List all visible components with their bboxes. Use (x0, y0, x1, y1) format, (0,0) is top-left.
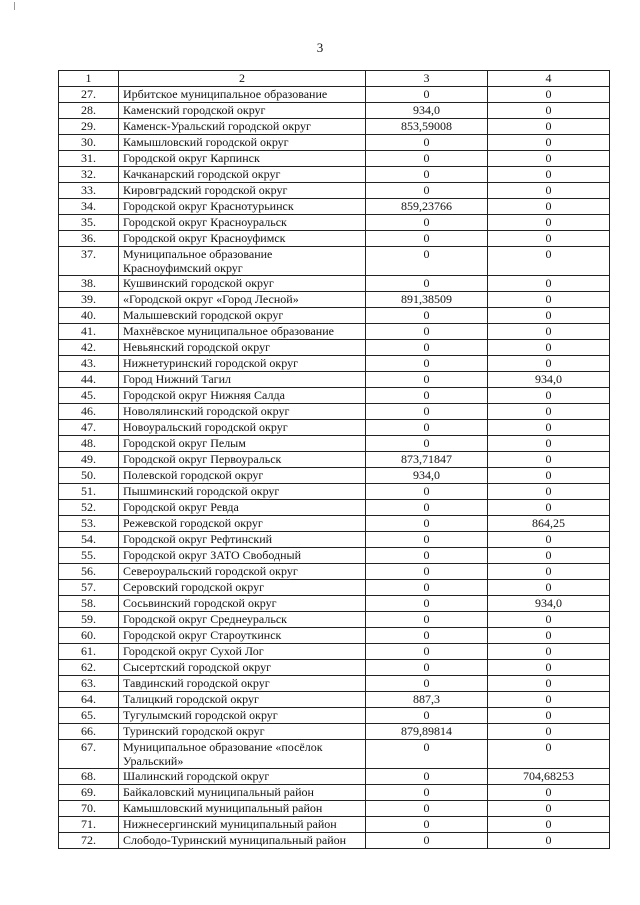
value-col-4: 0 (488, 660, 610, 676)
value-col-3: 0 (366, 372, 488, 388)
value-col-4: 0 (488, 436, 610, 452)
row-number: 37. (59, 247, 119, 276)
value-col-3: 0 (366, 215, 488, 231)
value-col-3: 0 (366, 708, 488, 724)
municipality-name: Городской округ Карпинск (119, 151, 366, 167)
page-number: 3 (316, 40, 324, 55)
municipality-name: Городской округ Среднеуральск (119, 612, 366, 628)
table-row (59, 308, 610, 324)
row-number: 46. (59, 404, 119, 420)
table-row (59, 324, 610, 340)
municipality-name: Городской округ Ревда (119, 500, 366, 516)
row-number: 52. (59, 500, 119, 516)
row-number: 62. (59, 660, 119, 676)
row-number: 44. (59, 372, 119, 388)
value-col-3: 0 (366, 388, 488, 404)
row-number: 31. (59, 151, 119, 167)
value-col-4: 0 (488, 708, 610, 724)
row-number: 67. (59, 740, 119, 769)
table-row (59, 564, 610, 580)
table-row (59, 183, 610, 199)
municipality-name: Кушвинский городской округ (119, 276, 366, 292)
value-col-3: 891,38509 (366, 292, 488, 308)
municipality-name: Туринский городской округ (119, 724, 366, 740)
row-number: 60. (59, 628, 119, 644)
table-row (59, 404, 610, 420)
value-col-3: 934,0 (366, 103, 488, 119)
table-row (59, 817, 610, 833)
row-number: 57. (59, 580, 119, 596)
value-col-3: 859,23766 (366, 199, 488, 215)
row-number: 30. (59, 135, 119, 151)
value-col-4: 0 (488, 676, 610, 692)
municipality-name: Новоуральский городской округ (119, 420, 366, 436)
value-col-3: 0 (366, 596, 488, 612)
municipality-name: Городской округ Староуткинск (119, 628, 366, 644)
table-row (59, 167, 610, 183)
municipality-name: Сысертский городской округ (119, 660, 366, 676)
table-row (59, 215, 610, 231)
value-col-4: 0 (488, 548, 610, 564)
municipality-name: Городской округ Красноуфимск (119, 231, 366, 247)
scan-mark (14, 2, 15, 10)
municipality-name: Североуральский городской округ (119, 564, 366, 580)
row-number: 59. (59, 612, 119, 628)
municipality-name: Малышевский городской округ (119, 308, 366, 324)
value-col-4: 0 (488, 532, 610, 548)
value-col-4: 0 (488, 340, 610, 356)
value-col-4: 0 (488, 119, 610, 135)
table-row (59, 548, 610, 564)
municipality-name: Городской округ Сухой Лог (119, 644, 366, 660)
row-number: 35. (59, 215, 119, 231)
municipality-name: Городской округ Первоуральск (119, 452, 366, 468)
table-row (59, 769, 610, 785)
allocation-table (58, 70, 610, 849)
municipality-name: Байкаловский муниципальный район (119, 785, 366, 801)
value-col-3: 0 (366, 484, 488, 500)
value-col-3: 0 (366, 564, 488, 580)
table-row (59, 420, 610, 436)
table-row (59, 87, 610, 103)
value-col-4: 0 (488, 833, 610, 849)
municipality-name: Полевской городской округ (119, 468, 366, 484)
table-row (59, 785, 610, 801)
header-col-2: 2 (119, 71, 366, 87)
value-col-4: 0 (488, 564, 610, 580)
municipality-name: Городской округ Рефтинский (119, 532, 366, 548)
row-number: 54. (59, 532, 119, 548)
row-number: 64. (59, 692, 119, 708)
row-number: 50. (59, 468, 119, 484)
table-row (59, 292, 610, 308)
value-col-3: 887,3 (366, 692, 488, 708)
value-col-4: 0 (488, 151, 610, 167)
value-col-3: 0 (366, 340, 488, 356)
row-number: 65. (59, 708, 119, 724)
value-col-4: 0 (488, 612, 610, 628)
row-number: 71. (59, 817, 119, 833)
municipality-name: Муниципальное образование Красноуфимский округ (119, 247, 366, 276)
value-col-4: 0 (488, 308, 610, 324)
municipality-name: Каменский городской округ (119, 103, 366, 119)
row-number: 63. (59, 676, 119, 692)
municipality-name: Качканарский городской округ (119, 167, 366, 183)
row-number: 42. (59, 340, 119, 356)
value-col-3: 0 (366, 276, 488, 292)
value-col-4: 0 (488, 388, 610, 404)
value-col-3: 0 (366, 769, 488, 785)
value-col-4: 0 (488, 103, 610, 119)
value-col-3: 0 (366, 436, 488, 452)
table-row (59, 801, 610, 817)
value-col-3: 0 (366, 308, 488, 324)
row-number: 48. (59, 436, 119, 452)
table-row (59, 516, 610, 532)
value-col-3: 0 (366, 87, 488, 103)
header-col-1: 1 (59, 71, 119, 87)
value-col-4: 934,0 (488, 596, 610, 612)
value-col-4: 934,0 (488, 372, 610, 388)
municipality-name: «Городской округ «Город Лесной» (119, 292, 366, 308)
value-col-4: 0 (488, 215, 610, 231)
header-col-4: 4 (488, 71, 610, 87)
table-row (59, 532, 610, 548)
table-row (59, 231, 610, 247)
table-row (59, 436, 610, 452)
table-row (59, 628, 610, 644)
municipality-name: Нижнетуринский городской округ (119, 356, 366, 372)
row-number: 49. (59, 452, 119, 468)
municipality-name: Сосьвинский городской округ (119, 596, 366, 612)
value-col-3: 0 (366, 817, 488, 833)
table-row (59, 484, 610, 500)
row-number: 58. (59, 596, 119, 612)
value-col-3: 0 (366, 231, 488, 247)
value-col-3: 0 (366, 500, 488, 516)
table-header-row (59, 71, 610, 87)
row-number: 56. (59, 564, 119, 580)
table-row (59, 356, 610, 372)
table-row (59, 388, 610, 404)
value-col-4: 0 (488, 644, 610, 660)
value-col-3: 0 (366, 247, 488, 276)
value-col-4: 0 (488, 580, 610, 596)
municipality-name: Кировградский городской округ (119, 183, 366, 199)
row-number: 51. (59, 484, 119, 500)
header-col-3: 3 (366, 71, 488, 87)
table-row (59, 612, 610, 628)
row-number: 47. (59, 420, 119, 436)
row-number: 33. (59, 183, 119, 199)
municipality-name: Пышминский городской округ (119, 484, 366, 500)
row-number: 69. (59, 785, 119, 801)
value-col-4: 0 (488, 420, 610, 436)
municipality-name: Городской округ Краснотурьинск (119, 199, 366, 215)
municipality-name: Махнёвское муниципальное образование (119, 324, 366, 340)
municipality-name: Тугулымский городской округ (119, 708, 366, 724)
table-row (59, 740, 610, 769)
value-col-4: 0 (488, 247, 610, 276)
value-col-4: 0 (488, 484, 610, 500)
table-row (59, 644, 610, 660)
value-col-4: 0 (488, 785, 610, 801)
value-col-3: 0 (366, 183, 488, 199)
value-col-4: 0 (488, 740, 610, 769)
row-number: 27. (59, 87, 119, 103)
table-row (59, 676, 610, 692)
value-col-3: 0 (366, 135, 488, 151)
row-number: 29. (59, 119, 119, 135)
table-row (59, 151, 610, 167)
table-row (59, 276, 610, 292)
table-row (59, 199, 610, 215)
value-col-3: 0 (366, 833, 488, 849)
value-col-3: 0 (366, 516, 488, 532)
row-number: 66. (59, 724, 119, 740)
value-col-3: 0 (366, 167, 488, 183)
row-number: 28. (59, 103, 119, 119)
row-number: 38. (59, 276, 119, 292)
value-col-4: 0 (488, 628, 610, 644)
table-row (59, 247, 610, 276)
municipality-name: Тавдинский городской округ (119, 676, 366, 692)
value-col-3: 0 (366, 660, 488, 676)
value-col-4: 0 (488, 292, 610, 308)
value-col-3: 0 (366, 580, 488, 596)
table-row (59, 596, 610, 612)
table-row (59, 103, 610, 119)
value-col-4: 0 (488, 231, 610, 247)
value-col-4: 704,68253 (488, 769, 610, 785)
value-col-3: 879,89814 (366, 724, 488, 740)
municipality-name: Шалинский городской округ (119, 769, 366, 785)
value-col-4: 0 (488, 276, 610, 292)
value-col-4: 0 (488, 801, 610, 817)
table-row (59, 468, 610, 484)
value-col-4: 0 (488, 356, 610, 372)
table-row (59, 692, 610, 708)
municipality-name: Город Нижний Тагил (119, 372, 366, 388)
value-col-3: 0 (366, 356, 488, 372)
value-col-4: 0 (488, 404, 610, 420)
value-col-3: 0 (366, 785, 488, 801)
value-col-3: 873,71847 (366, 452, 488, 468)
row-number: 55. (59, 548, 119, 564)
value-col-3: 0 (366, 676, 488, 692)
table-row (59, 660, 610, 676)
value-col-4: 0 (488, 324, 610, 340)
municipality-name: Серовский городской округ (119, 580, 366, 596)
table-row (59, 580, 610, 596)
row-number: 43. (59, 356, 119, 372)
value-col-3: 0 (366, 151, 488, 167)
value-col-3: 0 (366, 612, 488, 628)
row-number: 61. (59, 644, 119, 660)
municipality-name: Каменск-Уральский городской округ (119, 119, 366, 135)
municipality-name: Городской округ Красноуральск (119, 215, 366, 231)
row-number: 40. (59, 308, 119, 324)
value-col-3: 0 (366, 548, 488, 564)
municipality-name: Нижнесергинский муниципальный район (119, 817, 366, 833)
municipality-name: Слободо-Туринский муниципальный район (119, 833, 366, 849)
value-col-4: 0 (488, 692, 610, 708)
row-number: 36. (59, 231, 119, 247)
municipality-name: Талицкий городской округ (119, 692, 366, 708)
row-number: 68. (59, 769, 119, 785)
row-number: 41. (59, 324, 119, 340)
table-body (59, 71, 610, 849)
municipality-name: Городской округ Пелым (119, 436, 366, 452)
value-col-4: 0 (488, 183, 610, 199)
value-col-4: 0 (488, 167, 610, 183)
table-row (59, 724, 610, 740)
value-col-4: 864,25 (488, 516, 610, 532)
value-col-3: 0 (366, 644, 488, 660)
municipality-name: Городской округ ЗАТО Свободный (119, 548, 366, 564)
municipality-name: Режевской городской округ (119, 516, 366, 532)
table-row (59, 452, 610, 468)
value-col-3: 0 (366, 801, 488, 817)
value-col-4: 0 (488, 452, 610, 468)
value-col-4: 0 (488, 817, 610, 833)
table-row (59, 500, 610, 516)
table-row (59, 708, 610, 724)
municipality-name: Муниципальное образование «посёлок Уральский» (119, 740, 366, 769)
value-col-3: 0 (366, 628, 488, 644)
table-row (59, 119, 610, 135)
value-col-3: 0 (366, 404, 488, 420)
value-col-3: 0 (366, 324, 488, 340)
value-col-4: 0 (488, 199, 610, 215)
value-col-3: 934,0 (366, 468, 488, 484)
municipality-name: Ирбитское муниципальное образование (119, 87, 366, 103)
table-row (59, 135, 610, 151)
row-number: 34. (59, 199, 119, 215)
value-col-3: 0 (366, 420, 488, 436)
value-col-3: 853,59008 (366, 119, 488, 135)
value-col-4: 0 (488, 87, 610, 103)
municipality-name: Новолялинский городской округ (119, 404, 366, 420)
table-row (59, 340, 610, 356)
row-number: 53. (59, 516, 119, 532)
row-number: 72. (59, 833, 119, 849)
value-col-4: 0 (488, 135, 610, 151)
value-col-3: 0 (366, 740, 488, 769)
row-number: 39. (59, 292, 119, 308)
municipality-name: Камышловский муниципальный район (119, 801, 366, 817)
table-row (59, 372, 610, 388)
value-col-4: 0 (488, 724, 610, 740)
table-row (59, 833, 610, 849)
value-col-3: 0 (366, 532, 488, 548)
value-col-4: 0 (488, 500, 610, 516)
row-number: 45. (59, 388, 119, 404)
municipality-name: Камышловский городской округ (119, 135, 366, 151)
row-number: 70. (59, 801, 119, 817)
row-number: 32. (59, 167, 119, 183)
municipality-name: Городской округ Нижняя Салда (119, 388, 366, 404)
municipality-name: Невьянский городской округ (119, 340, 366, 356)
value-col-4: 0 (488, 468, 610, 484)
